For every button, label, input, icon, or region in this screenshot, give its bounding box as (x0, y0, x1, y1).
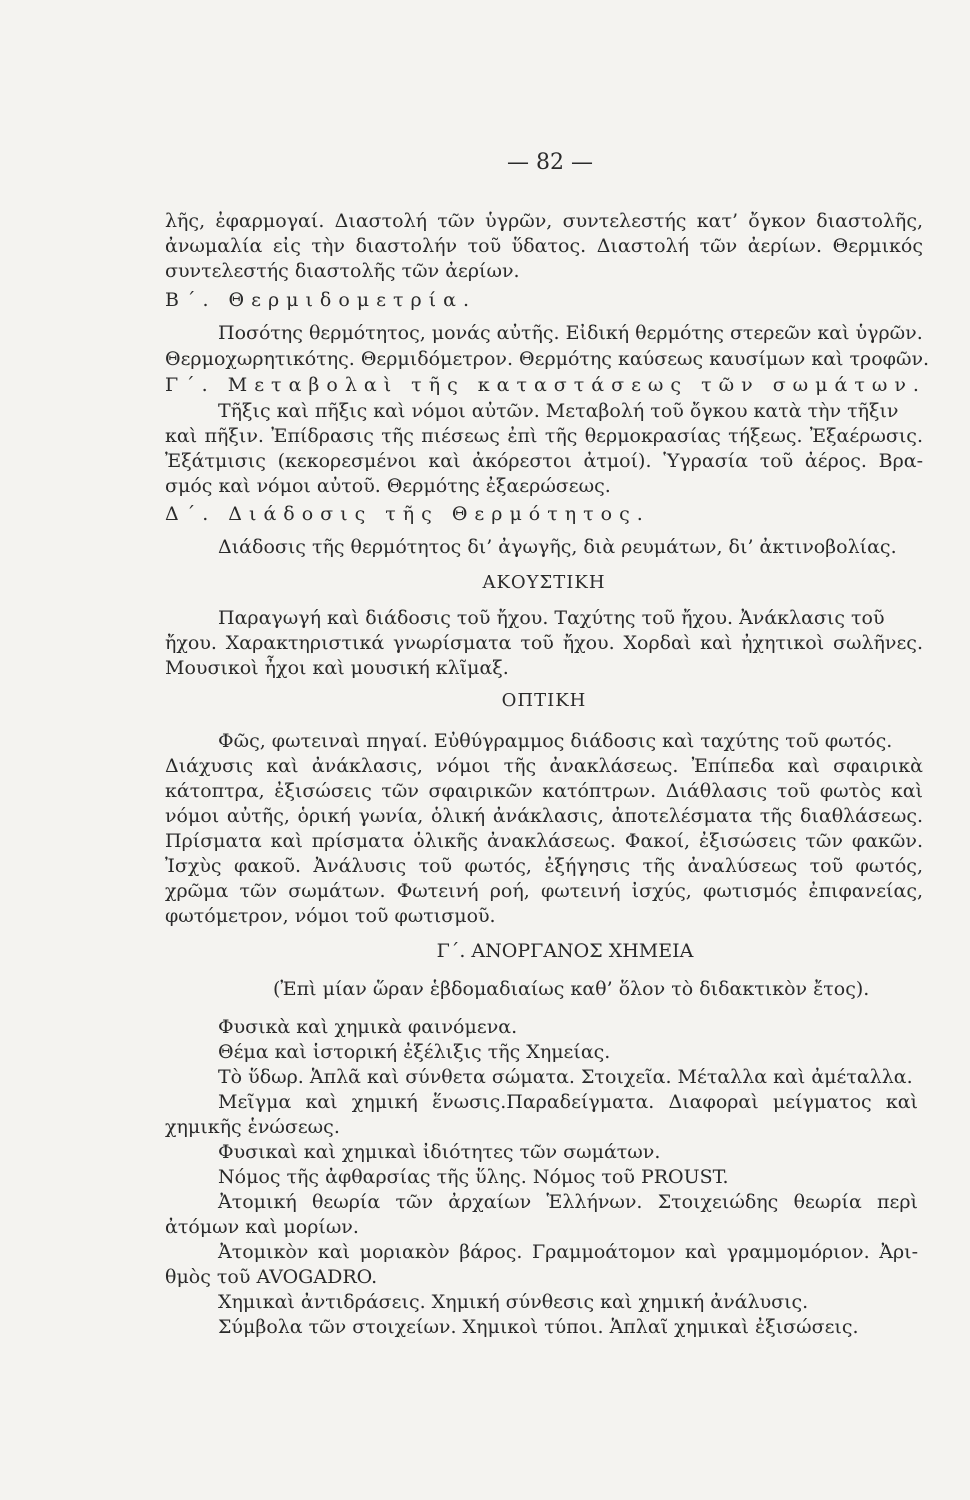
section-heading: Β΄. Θερμιδομετρία. (165, 289, 476, 311)
paragraph-line: Ἰσχὺς φακοῦ. Ἀνάλυσις τοῦ φωτός, ἐξήγησις τῆς ἀναλύσεως τοῦ φωτός, (165, 855, 923, 877)
paragraph-line: Νόμος τῆς ἀφθαρσίας τῆς ὕλης. Νόμος τοῦ PROUST. (218, 1166, 729, 1188)
chemistry-title: Γ΄. ΑΝΟΡΓΑΝΟΣ ΧΗΜΕΙΑ (436, 940, 694, 962)
paragraph-line: Φυσικαὶ καὶ χημικαὶ ἰδιότητες τῶν σωμάτων. (218, 1141, 661, 1163)
paragraph-line: Μεῖγμα καὶ χημική ἕνωσις.Παραδείγματα. Διαφοραὶ μείγματος καὶ (218, 1091, 918, 1113)
section-heading: Γ΄. Μεταβολαὶ τῆς καταστάσεως τῶν σωμάτων. (165, 374, 926, 396)
paragraph-line: νόμοι αὐτῆς, ὁρική γωνία, ὁλική ἀνάκλασις, ἀποτελέσματα τῆς διαθλάσεως. (165, 805, 923, 827)
paragraph-line: φωτόμετρον, νόμοι τοῦ φωτισμοῦ. (165, 905, 496, 927)
paragraph-line: Μουσικοὶ ἦχοι καὶ μουσική κλῖμαξ. (165, 657, 509, 679)
paragraph-line: Θερμοχωρητικότης. Θερμιδόμετρον. Θερμότης καύσεως καυσίμων καὶ τροφῶν. (165, 348, 930, 370)
paragraph-line: Ποσότης θερμότητος, μονάς αὐτῆς. Εἰδική θερμότης στερεῶν καὶ ὑγρῶν. (218, 322, 923, 344)
paragraph-line: Ἐξάτμισις (κεκορεσμένοι καὶ ἀκόρεστοι ἀτμοί). Ὑγρασία τοῦ ἀέρος. Βρα- (165, 450, 923, 472)
paragraph-line: κάτοπτρα, ἐξισώσεις τῶν σφαιρικῶν κατόπτρων. Διάθλασις τοῦ φωτὸς καὶ (165, 780, 923, 802)
paragraph-line: Φυσικὰ καὶ χημικὰ φαινόμενα. (218, 1016, 518, 1038)
paragraph-line: Τῆξις καὶ πῆξις καὶ νόμοι αὐτῶν. Μεταβολή τοῦ ὄγκου κατὰ τὴν τῆξιν (218, 400, 899, 422)
paragraph-line: Χημικαὶ ἀντιδράσεις. Χημική σύνθεσις καὶ χημική ἀνάλυσις. (218, 1291, 809, 1313)
paragraph-line: ἤχου. Χαρακτηριστικά γνωρίσματα τοῦ ἤχου. Χορδαὶ καὶ ἠχητικοὶ σωλῆνες. (165, 632, 923, 654)
paragraph-line: σμός καὶ νόμοι αὐτοῦ. Θερμότης ἐξαερώσεως. (165, 475, 611, 497)
chemistry-subtitle: (Ἐπὶ μίαν ὥραν ἑβδομαδιαίως καθ’ ὅλον τὸ διδακτικὸν ἔτος). (273, 978, 870, 1000)
page-number: — 82 — (507, 150, 593, 175)
paragraph-line: ἀνωμαλία εἰς τὴν διαστολήν τοῦ ὕδατος. Διαστολή τῶν ἀερίων. Θερμικός (165, 235, 923, 257)
paragraph-line: Παραγωγή καὶ διάδοσις τοῦ ἤχου. Ταχύτης τοῦ ἤχου. Ἀνάκλασις τοῦ (218, 607, 885, 629)
paragraph-line: Τὸ ὕδωρ. Ἁπλᾶ καὶ σύνθετα σώματα. Στοιχεῖα. Μέταλλα καὶ ἀμέταλλα. (218, 1066, 913, 1088)
acoustics-title: ΑΚΟΥΣΤΙΚΗ (482, 572, 606, 593)
paragraph-line: Ἀτομικὸν καὶ μοριακὸν βάρος. Γραμμοάτομον καὶ γραμμομόριον. Ἀρι- (218, 1241, 918, 1263)
paragraph-line: χημικῆς ἑνώσεως. (165, 1116, 340, 1138)
paragraph-line: χρῶμα τῶν σωμάτων. Φωτεινή ροή, φωτεινή ἰσχύς, φωτισμός ἐπιφανείας, (165, 880, 923, 902)
paragraph-line: ἀτόμων καὶ μορίων. (165, 1216, 359, 1238)
optics-title: ΟΠΤΙΚΗ (501, 690, 587, 711)
paragraph-line: θμὸς τοῦ AVOGADRO. (165, 1266, 378, 1288)
paragraph-line: Φῶς, φωτειναὶ πηγαί. Εὐθύγραμμος διάδοσις καὶ ταχύτης τοῦ φωτός. (218, 730, 893, 752)
paragraph-line: συντελεστής διαστολῆς τῶν ἀερίων. (165, 260, 520, 282)
paragraph-line: Διάδοσις τῆς θερμότητος δι’ ἀγωγῆς, διὰ ρευμάτων, δι’ ἀκτινοβολίας. (218, 536, 897, 558)
paragraph-line: Ἀτομική θεωρία τῶν ἀρχαίων Ἑλλήνων. Στοιχειώδης θεωρία περὶ (218, 1191, 918, 1213)
paragraph-line: Διάχυσις καὶ ἀνάκλασις, νόμοι τῆς ἀνακλάσεως. Ἐπίπεδα καὶ σφαιρικὰ (165, 755, 923, 777)
section-heading: Δ΄. Διάδοσις τῆς Θερμότητος. (165, 503, 650, 525)
paragraph-line: Σύμβολα τῶν στοιχείων. Χημικοὶ τύποι. Ἁπλαῖ χημικαὶ ἐξισώσεις. (218, 1316, 859, 1338)
paragraph-line: καὶ πῆξιν. Ἐπίδρασις τῆς πιέσεως ἐπὶ τῆς θερμοκρασίας τήξεως. Ἐξαέρωσις. (165, 425, 923, 447)
paragraph-line: λῆς, ἐφαρμογαί. Διαστολή τῶν ὑγρῶν, συντελεστής κατ’ ὄγκον διαστολῆς, (165, 210, 923, 232)
paragraph-line: Πρίσματα καὶ πρίσματα ὁλικῆς ἀνακλάσεως. Φακοί, ἐξισώσεις τῶν φακῶν. (165, 830, 923, 852)
paragraph-line: Θέμα καὶ ἱστορική ἐξέλιξις τῆς Χημείας. (218, 1041, 611, 1063)
